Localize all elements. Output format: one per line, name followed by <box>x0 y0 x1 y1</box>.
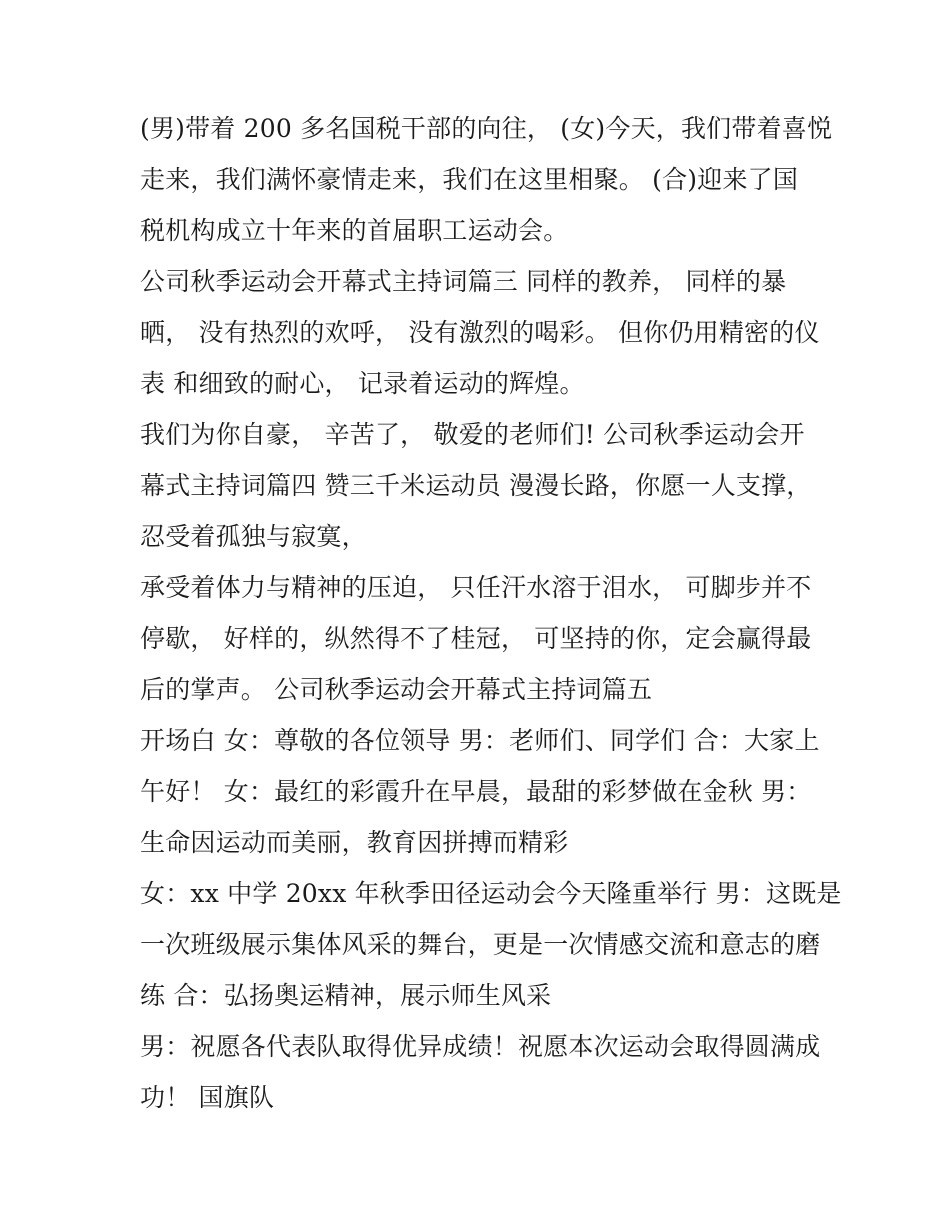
text-line: 后的掌声。 公司秋季运动会开幕式主持词篇五 <box>140 675 653 704</box>
text-line: 午好！ 女：最红的彩霞升在早晨，最甜的彩梦做在金秋 男： <box>140 777 812 806</box>
text-line: 公司秋季运动会开幕式主持词篇三 同样的教养， 同样的暴 <box>140 267 787 296</box>
text-line: 表 和细致的耐心， 记录着运动的辉煌。 <box>140 369 585 398</box>
text-line: 练 合：弘扬奥运精神，展示师生风采 <box>140 981 552 1010</box>
text-line: 生命因运动而美丽，教育因拼搏而精彩 <box>140 828 569 857</box>
text-line: 一次班级展示集体风采的舞台，更是一次情感交流和意志的磨 <box>140 930 821 959</box>
text-line: 开场白 女：尊敬的各位领导 男：老师们、同学们 合：大家上 <box>140 726 820 755</box>
text-line: 税机构成立十年来的首届职工运动会。 <box>140 216 569 245</box>
text-line: 我们为你自豪， 辛苦了， 敬爱的老师们! 公司秋季运动会开 <box>140 420 805 449</box>
text-line: 男：祝愿各代表队取得优异成绩！祝愿本次运动会取得圆满成 <box>140 1032 821 1061</box>
text-line: 女：xx 中学 20xx 年秋季田径运动会今天隆重举行 男：这既是 <box>140 879 842 908</box>
document-body <box>140 107 842 1127</box>
text-line: (男)带着 200 多名国税干部的向往， (女)今天，我们带着喜悦 <box>140 114 833 143</box>
text-line: 承受着体力与精神的压迫， 只任汗水溶于泪水， 可脚步并不 <box>140 573 812 602</box>
text-line: 忍受着孤独与寂寞， <box>140 522 367 551</box>
text-line: 停歇， 好样的，纵然得不了桂冠， 可坚持的你，定会赢得最 <box>140 624 812 653</box>
text-line: 走来，我们满怀豪情走来，我们在这里相聚。 (合)迎来了国 <box>140 165 799 194</box>
text-line: 幕式主持词篇四 赞三千米运动员 漫漫长路，你愿一人支撑， <box>140 471 812 500</box>
text-line: 晒， 没有热烈的欢呼， 没有激烈的喝彩。 但你仍用精密的仪 <box>140 318 820 347</box>
text-line: 功！ 国旗队 <box>140 1083 275 1112</box>
